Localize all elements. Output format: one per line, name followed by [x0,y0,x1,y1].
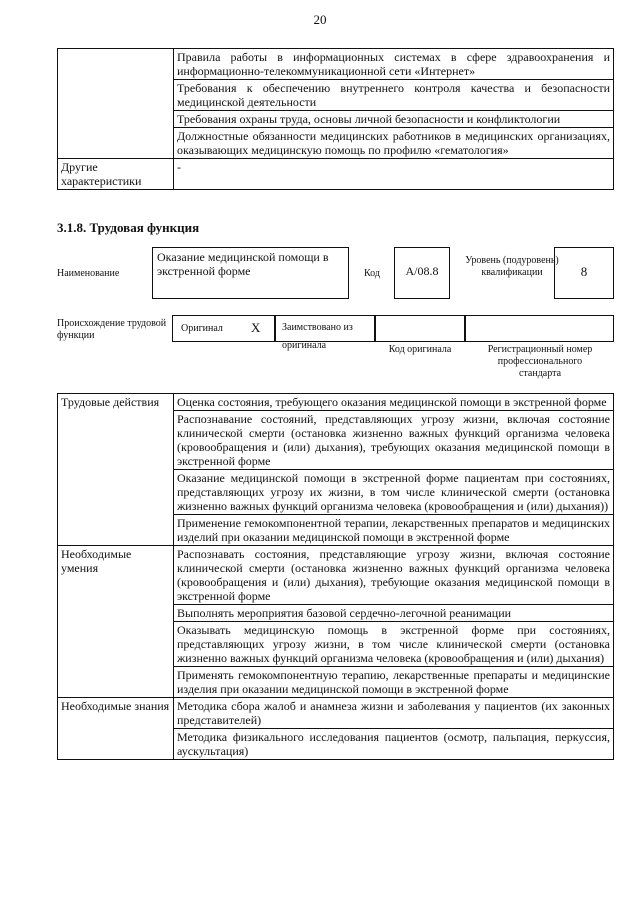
table-cell: Методика сбора жалоб и анамнеза жизни и заболевания у пациентов (их законных представителей) [174,698,614,729]
table-cell: Распознавание состояний, представляющих угрозу жизни, включая состояние клинической смерти (остановка жизненно важных функций организма человека (кровообращения и (или) дыхания), требующих оказания медицинской помощи в экстренной форме [174,411,614,470]
table-cell: Методика физикального исследования пациентов (осмотр, пальпация, перкуссия, аускультация) [174,729,614,760]
table-row [58,49,614,80]
table-cell: Должностные обязанности медицинских работников в медицинских организациях, оказывающих медицинскую помощь по профилю «гематология» [174,128,614,159]
table-cell: Оценка состояния, требующего оказания медицинской помощи в экстренной форме [174,394,614,411]
code-label: Код [364,268,380,279]
function-name-box: Оказание медицинской помощи в экстренной форме [152,247,349,299]
table-row [58,394,614,411]
table-cell: Требования охраны труда, основы личной безопасности и конфликтологии [174,111,614,128]
borrowed-label: Заимствовано из оригинала [282,322,353,351]
origin-code-box [375,315,465,342]
row-label: Другие характеристики [58,159,174,190]
row-label [58,49,174,159]
top-requirements-table [57,48,614,190]
page-number: 20 [313,12,327,27]
original-mark: X [251,320,261,335]
table-cell: Распознавать состояния, представляющие угрозу жизни, включая состояние клинической смерти (остановка жизненно важных функций организма человека (кровообращения и (или) дыхания), требующие оказания медицинской помощи в экстренной форме [174,546,614,605]
reg-number-caption: Регистрационный номер профессионального стандарта [487,344,593,379]
table-cell: Выполнять мероприятия базовой сердечно-легочной реанимации [174,605,614,622]
origin-code-caption: Код оригинала [388,344,452,355]
row-label: Необходимые умения [58,546,174,698]
row-label: Трудовые действия [58,394,174,546]
table-row [58,546,614,605]
code-box: A/08.8 [394,247,450,299]
level-label: Уровень (подуровень) квалификации [465,255,559,278]
table-cell: - [174,159,614,190]
table-cell: Правила работы в информационных системах в сфере здравоохранения и информационно-телекоммуникационной сети «Интернет» [174,49,614,80]
table-cell: Требования к обеспечению внутреннего контроля качества и безопасности медицинской деятельности [174,80,614,111]
name-label: Наименование [57,268,120,279]
borrowed-box [275,315,375,351]
table-cell: Оказывать медицинскую помощь в экстренной форме при состояниях, представляющих угрозу жизни, в том числе клинической смерти (остановка жизненно важных функций организма человека (кровообращения и (или) дыхания) [174,622,614,667]
original-label: Оригинал [181,323,223,334]
level-box: 8 [554,247,614,299]
table-cell: Применение гемокомпонентной терапии, лекарственных препаратов и медицинских изделий при оказании медицинской помощи в экстренной форме [174,515,614,546]
table-cell: Оказание медицинской помощи в экстренной форме пациентам при состояниях, представляющих угрозу их жизни, в том числе клинической смерти (остановка жизненно важных функций организма человека (кровообращения и (или) дыхания)) [174,470,614,515]
function-table [57,393,614,760]
table-row [58,159,614,190]
original-box [172,315,275,342]
table-cell: Применять гемокомпонентную терапию, лекарственные препараты и медицинские изделия при оказании медицинской помощи в экстренной форме [174,667,614,698]
section-heading: 3.1.8. Трудовая функция [57,220,200,235]
reg-number-box [465,315,614,342]
origin-label: Происхождение трудовой функции [57,318,167,341]
row-label: Необходимые знания [58,698,174,760]
table-row [58,698,614,729]
